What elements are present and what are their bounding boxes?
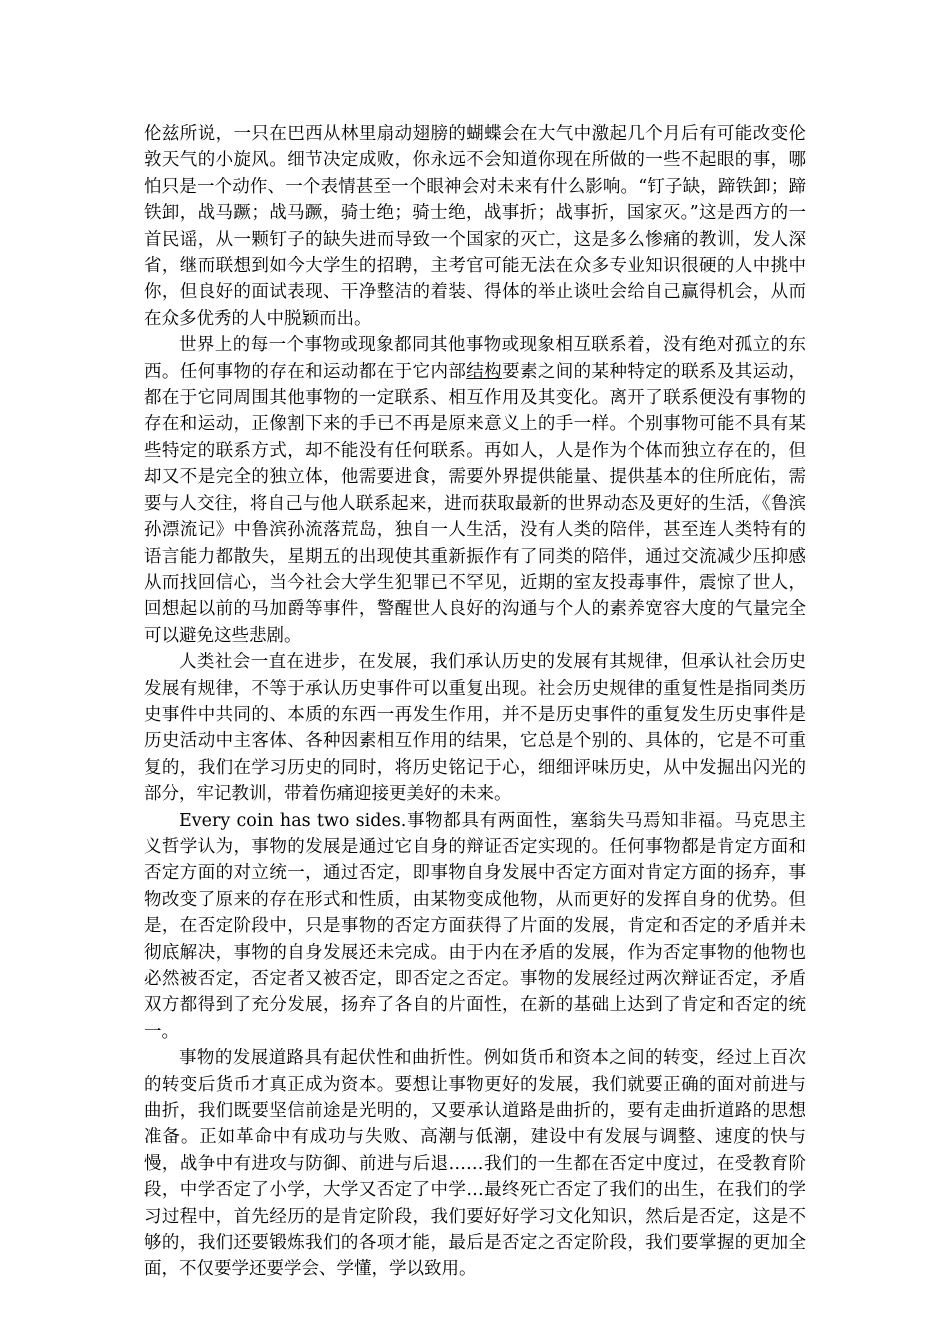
paragraph-text: 事物的发展道路具有起伏性和曲折性。例如货币和资本之间的转变，经过上百次的转变后货币才真正成为资本。要想让事物更好的发展，我们就要正确的面对前进与曲折，我们既要坚信前途是光明的，又要承认道路是曲折的，要有走曲折道路的思想准备。正如革命中有成功与失败、高潮与低潮，建设中有发展与调整、速度的快与慢，战争中有进攻与防御、前进与后退……我们的一生都在否定中度过，在受教育阶段，中学否定了小学，大学又否定了中学…最终死亡否定了我们的出生，在我们的学习过程中，首先经历的是肯定阶段，我们要好好学习文化知识，然后是否定，这是不够的，我们还要锻炼我们的各项才能，最后是否定之否定阶段，我们要掌握的更加全面，不仅要学还要学会、学懂，学以致用。: [144, 1048, 806, 1280]
paragraph-text: Every coin has two sides.事物都具有两面性，塞翁失马焉知非福。马克思主义哲学认为，事物的发展是通过它自身的辩证否定实现的。任何事物都是肯定方面和否定方面的对立统一，通过否定，即事物自身发展中否定方面对肯定方面的扬弃，事物改变了原来的存在形式和性质，由某物变成他物，从而更好的发挥自身的优势。但是，在否定阶段中，只是事物的否定方面获得了片面的发展，肯定和否定的矛盾并未彻底解决，事物的自身发展还未完成。由于内在矛盾的发展，作为否定事物的他物也必然被否定，否定者又被否定，即否定之否定。事物的发展经过两次辩证否定，矛盾双方都得到了充分发展，扬弃了各自的片面性，在新的基础上达到了肯定和否定的统一。: [144, 810, 806, 1042]
paragraph-history: [144, 649, 806, 807]
paragraph-universal-connection: [144, 332, 806, 649]
underlined-term: 结构: [466, 361, 503, 382]
document-page: [144, 121, 806, 1283]
paragraph-two-sides: [144, 808, 806, 1046]
paragraph-text: 伦兹所说，一只在巴西从林里扇动翅膀的蝴蝶会在大气中激起几个月后有可能改变伦敦天气的小旋风。细节决定成败，你永远不会知道你现在所做的一些不起眼的事，哪怕只是一个动作、一个表情甚至一个眼神会对未来有什么影响。“钉子缺，蹄铁卸；蹄铁卸，战马蹶；战马蹶，骑士绝；骑士绝，战事折；战事折，国家灭。”这是西方的一首民谣，从一颗钉子的缺失进而导致一个国家的灭亡，这是多么惨痛的教训，发人深省，继而联想到如今大学生的招聘，主考官可能无法在众多专业知识很硬的人中挑中你，但良好的面试表现、干净整洁的着装、得体的举止谈吐会给自己赢得机会，从而在众多优秀的人中脱颖而出。: [144, 124, 806, 329]
paragraph-text: 要素之间的某种特定的联系及其运动，都在于它同周围其他事物的一定联系、相互作用及其变化。离开了联系便没有事物的存在和运动，正像割下来的手已不再是原来意义上的手一样。个别事物可能不具有某些特定的联系方式，却不能没有任何联系。再如人，人是作为个体而独立存在的，但却又不是完全的独立体，他需要进食，需要外界提供能量、提供基本的住所庇佑，需要与人交往，将自己与他人联系起来，进而获取最新的世界动态及更好的生活，《鲁滨孙漂流记》中鲁滨孙流落荒岛，独自一人生活，没有人类的陪伴，甚至连人类特有的语言能力都散失，星期五的出现使其重新振作有了同类的陪伴，通过交流减少压抑感从而找回信心，当今社会大学生犯罪已不罕见，近期的室友投毒事件，震惊了世人，回想起以前的马加爵等事件，警醒世人良好的沟通与个人的素养宽容大度的气量完全可以避免这些悲剧。: [144, 361, 807, 646]
paragraph-development-path: [144, 1045, 806, 1283]
paragraph-text: 世界上的每一个事物或现象都同其他事物或现象相互联系着，没有绝对孤立的东西。任何事物的存在和运动都在于它内部: [144, 335, 806, 382]
paragraph-butterfly-effect: [144, 121, 806, 332]
paragraph-text: 人类社会一直在进步，在发展，我们承认历史的发展有其规律，但承认社会历史发展有规律，不等于承认历史事件可以重复出现。社会历史规律的重复性是指同类历史事件中共同的、本质的东西一再发生作用，并不是历史事件的重复发生历史事件是历史活动中主客体、各种因素相互作用的结果，它总是个别的、具体的，它是不可重复的，我们在学习历史的同时，将历史铭记于心，细细评味历史，从中发掘出闪光的部分，牢记教训，带着伤痛迎接更美好的未来。: [144, 652, 806, 805]
